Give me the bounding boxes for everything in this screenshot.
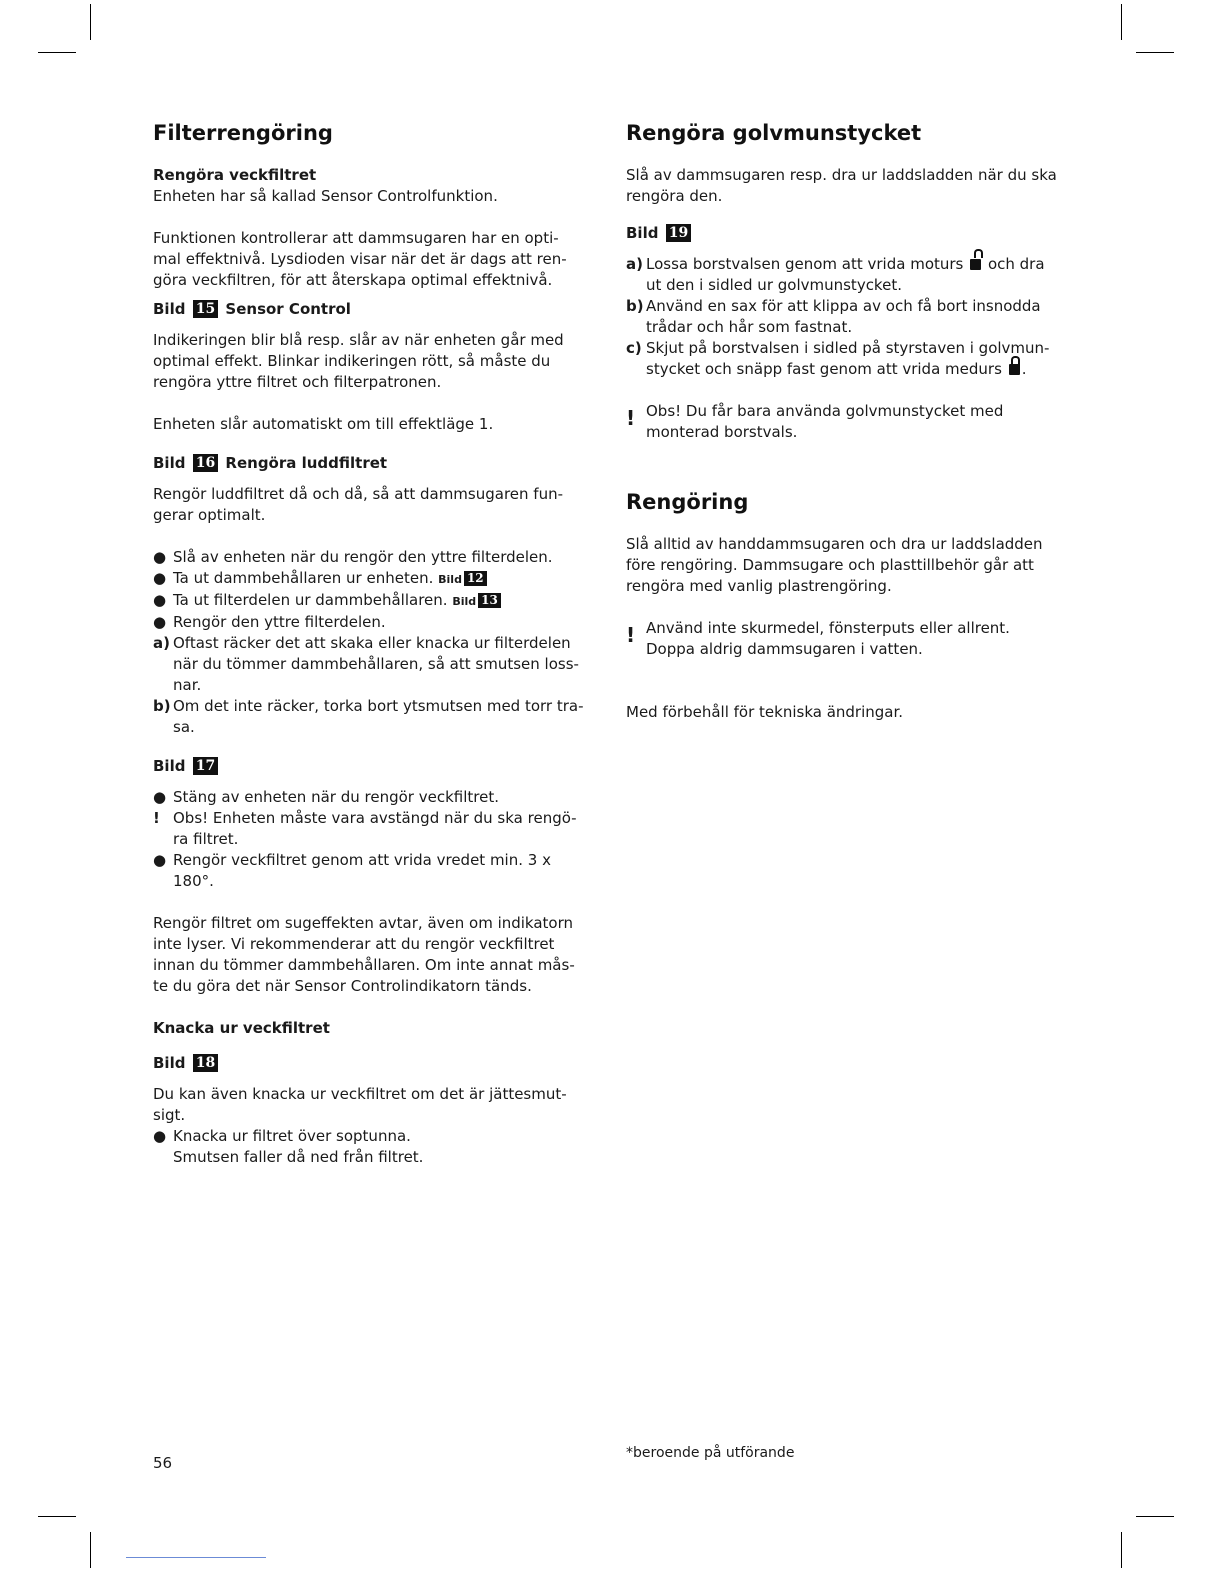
step-item: a) Oftast räcker det att skaka eller knacka ur filterdelen när du tömmer dammbehållaren, så att smutsen loss-nar. (153, 634, 579, 694)
exclamation-marker: ! (153, 809, 160, 827)
step-marker: c) (626, 339, 642, 357)
bullet-marker: ● (153, 851, 167, 869)
page-number: 56 (153, 1454, 173, 1472)
paragraph: Slå av dammsugaren resp. dra ur laddsladden när du ska rengöra den. (626, 166, 1057, 205)
footnote: *beroende på utförande (626, 1445, 795, 1461)
exclamation-marker: ! (626, 623, 636, 647)
list-item: ● Ta ut dammbehållaren ur enheten. Bild 12 (153, 568, 585, 590)
figure-number-badge: 16 (193, 454, 218, 472)
figure-number-badge: 18 (193, 1054, 218, 1072)
step-marker: a) (153, 634, 170, 652)
disclaimer: Med förbehåll för tekniska ändringar. (626, 703, 904, 721)
list-item: ● Ta ut filterdelen ur dammbehållaren. Bild 13 (153, 590, 585, 612)
figure-label: Bild (452, 595, 477, 608)
bullet-marker: ● (153, 591, 167, 609)
paragraph: Rengör filtret om sugeffekten avtar, även om indikatorn inte lyser. Vi rekommenderar att du rengör veckfiltret innan du tömmer dammbehållaren. Om inte annat mås-te du göra det när Sensor Controlindikatorn tänds. (153, 914, 575, 995)
bullet-marker: ● (153, 788, 167, 806)
crop-mark (1136, 1516, 1174, 1517)
figure-ref-19 (626, 223, 1060, 244)
figure-label: Bild (153, 300, 186, 318)
subheading-veckfiltret: Rengöra veckfiltret (153, 166, 317, 184)
step-item: b) Om det inte räcker, torka bort ytsmutsen med torr tra-sa. (153, 697, 584, 736)
figure-title: Sensor Control (225, 300, 351, 318)
lock-icon (1009, 364, 1020, 375)
crop-mark (38, 1516, 76, 1517)
figure-number-badge: 17 (193, 757, 218, 775)
bullet-marker: ● (153, 569, 167, 587)
list-item: ● Stäng av enheten när du rengör veckfiltret. (153, 788, 499, 806)
figure-label: Bild (438, 573, 462, 586)
section-title-filterrengoring: Filterrengöring (153, 121, 333, 145)
subheading-knacka: Knacka ur veckfiltret (153, 1019, 330, 1037)
bullet-marker: ● (153, 613, 167, 631)
figure-ref-15 (153, 299, 585, 320)
figure-label: Bild (153, 757, 186, 775)
figure-number-badge: 19 (666, 224, 691, 242)
figure-number-badge: 12 (464, 571, 487, 586)
section-title-rengoring: Rengöring (626, 490, 749, 514)
crop-mark (90, 1532, 91, 1568)
divider (126, 1557, 266, 1558)
figure-label: Bild (626, 224, 659, 242)
figure-number-badge: 15 (193, 300, 218, 318)
crop-mark (1121, 1532, 1122, 1568)
figure-label: Bild (153, 1054, 186, 1072)
figure-title: Rengöra luddfiltret (225, 454, 388, 472)
crop-mark (1136, 52, 1174, 53)
step-item: b) Använd en sax för att klippa av och få bort insnodda trådar och hår som fastnat. (626, 297, 1041, 336)
paragraph: Enheten slår automatiskt om till effektläge 1. (153, 415, 494, 433)
list-item: ● Rengör veckfiltret genom att vrida vredet min. 3 x 180°. (153, 851, 551, 890)
list-item: ● Knacka ur filtret över soptunna. Smutsen faller då ned från filtret. (153, 1127, 424, 1166)
list-item: ● Rengör den yttre filterdelen. (153, 613, 386, 631)
figure-ref-18 (153, 1053, 585, 1074)
crop-mark (90, 4, 91, 40)
warning-note: ! Obs! Du får bara använda golvmunstycket med monterad borstvals. (626, 402, 1004, 441)
step-item: a) Lossa borstvalsen genom att vrida moturs och dra ut den i sidled ur golvmunstycket. (626, 255, 1045, 294)
list-item: ● Slå av enheten när du rengör den yttre filterdelen. (153, 548, 553, 566)
crop-mark (38, 52, 76, 53)
figure-label: Bild (153, 454, 186, 472)
step-marker: b) (153, 697, 171, 715)
unlock-icon (970, 259, 981, 270)
exclamation-marker: ! (626, 406, 636, 430)
section-title-golvmunstycket: Rengöra golvmunstycket (626, 121, 922, 145)
figure-ref-16 (153, 453, 585, 474)
right-column (626, 118, 1060, 723)
crop-mark (1121, 4, 1122, 40)
paragraph: Rengör luddfiltret då och då, så att dammsugaren fun-gerar optimalt. (153, 485, 563, 524)
figure-ref-17 (153, 756, 585, 777)
figure-number-badge: 13 (478, 593, 501, 608)
paragraph: Indikeringen blir blå resp. slår av när enheten går med optimal effekt. Blinkar indikeringen rött, så måste du rengöra yttre filtret och filterpatronen. (153, 331, 564, 391)
bullet-marker: ● (153, 548, 167, 566)
bullet-marker: ● (153, 1127, 167, 1145)
warning-note: ! Använd inte skurmedel, fönsterputs eller allrent. Doppa aldrig dammsugaren i vatten. (626, 619, 1010, 658)
paragraph: Enheten har så kallad Sensor Controlfunktion. (153, 187, 498, 205)
paragraph: Du kan även knacka ur veckfiltret om det är jättesmut-sigt. (153, 1085, 567, 1124)
left-column (153, 118, 585, 1168)
paragraph: Funktionen kontrollerar att dammsugaren har en opti-mal effektnivå. Lysdioden visar när det är dags att ren-göra veckfiltren, för att återskapa optimal effektnivå. (153, 229, 567, 289)
step-marker: a) (626, 255, 643, 273)
step-item: c) Skjut på borstvalsen i sidled på styrstaven i golvmun-stycket och snäpp fast genom att vrida medurs . (626, 339, 1050, 378)
paragraph: Slå alltid av handdammsugaren och dra ur laddsladden före rengöring. Dammsugare och plasttillbehör går att rengöra med vanlig plastrengöring. (626, 535, 1043, 595)
step-marker: b) (626, 297, 644, 315)
warning-item: ! Obs! Enheten måste vara avstängd när du ska rengö-ra filtret. (153, 809, 577, 848)
